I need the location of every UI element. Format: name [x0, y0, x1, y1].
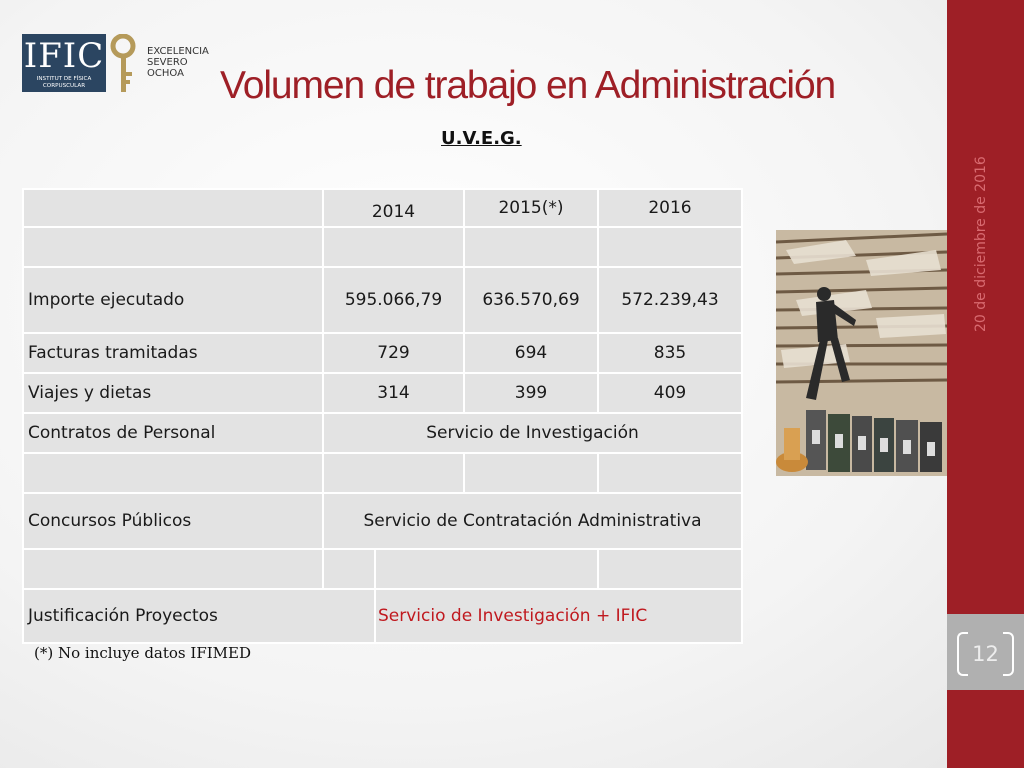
logo-subtext: INSTITUT DE FÍSICA CORPUSCULAR — [36, 76, 92, 89]
footnote: (*) No incluye datos IFIMED — [34, 644, 251, 662]
table-spacer-cell — [597, 548, 743, 590]
table-header-corner — [22, 188, 324, 228]
cell-importe-2014: 595.066,79 — [322, 266, 465, 334]
page-number: 12 — [972, 642, 999, 666]
excellence-badge: EXCELENCIA SEVERO OCHOA — [147, 46, 209, 79]
row-label-facturas: Facturas tramitadas — [22, 332, 324, 374]
cell-facturas-2015: 694 — [463, 332, 599, 374]
table-header-2014: 2014 — [322, 188, 465, 228]
cell-importe-2015: 636.570,69 — [463, 266, 599, 334]
cell-facturas-2014: 729 — [322, 332, 465, 374]
cell-concursos-merged: Servicio de Contratación Administrativa — [322, 492, 743, 550]
table-spacer-cell — [322, 452, 465, 494]
table-spacer-cell — [597, 226, 743, 268]
bracket-right-icon — [1003, 632, 1014, 676]
table-spacer-cell — [322, 226, 465, 268]
cell-viajes-2015: 399 — [463, 372, 599, 414]
row-label-viajes: Viajes y dietas — [22, 372, 324, 414]
key-icon — [110, 34, 142, 94]
table-spacer-cell — [22, 226, 324, 268]
table-spacer-cell — [597, 452, 743, 494]
page-subtitle: U.V.E.G. — [441, 128, 522, 149]
cell-viajes-2014: 314 — [322, 372, 465, 414]
row-label-contratos: Contratos de Personal — [22, 412, 324, 454]
row-label-justificacion: Justificación Proyectos — [22, 588, 376, 644]
table-spacer-cell — [22, 452, 324, 494]
table-header-2016: 2016 — [597, 188, 743, 228]
table-spacer-cell — [22, 548, 324, 590]
cell-importe-2016: 572.239,43 — [597, 266, 743, 334]
cell-viajes-2016: 409 — [597, 372, 743, 414]
table-spacer-cell — [374, 548, 599, 590]
table-spacer-cell — [322, 548, 376, 590]
table-spacer-cell — [463, 452, 599, 494]
table-spacer-cell — [463, 226, 599, 268]
table-header-2015: 2015(*) — [463, 188, 599, 228]
slide-date: 20 de diciembre de 2016 — [973, 156, 989, 332]
page-title: Volumen de trabajo en Administración — [220, 64, 836, 107]
row-label-importe: Importe ejecutado — [22, 266, 324, 334]
paperwork-climber-illustration — [776, 230, 947, 476]
cell-justificacion-merged: Servicio de Investigación + IFIC — [374, 588, 743, 644]
sidebar — [947, 0, 1024, 768]
cell-facturas-2016: 835 — [597, 332, 743, 374]
page-number-box — [947, 614, 1024, 690]
row-label-concursos: Concursos Públicos — [22, 492, 324, 550]
cell-contratos-merged: Servicio de Investigación — [322, 412, 743, 454]
logo-text: IFIC — [23, 36, 105, 76]
